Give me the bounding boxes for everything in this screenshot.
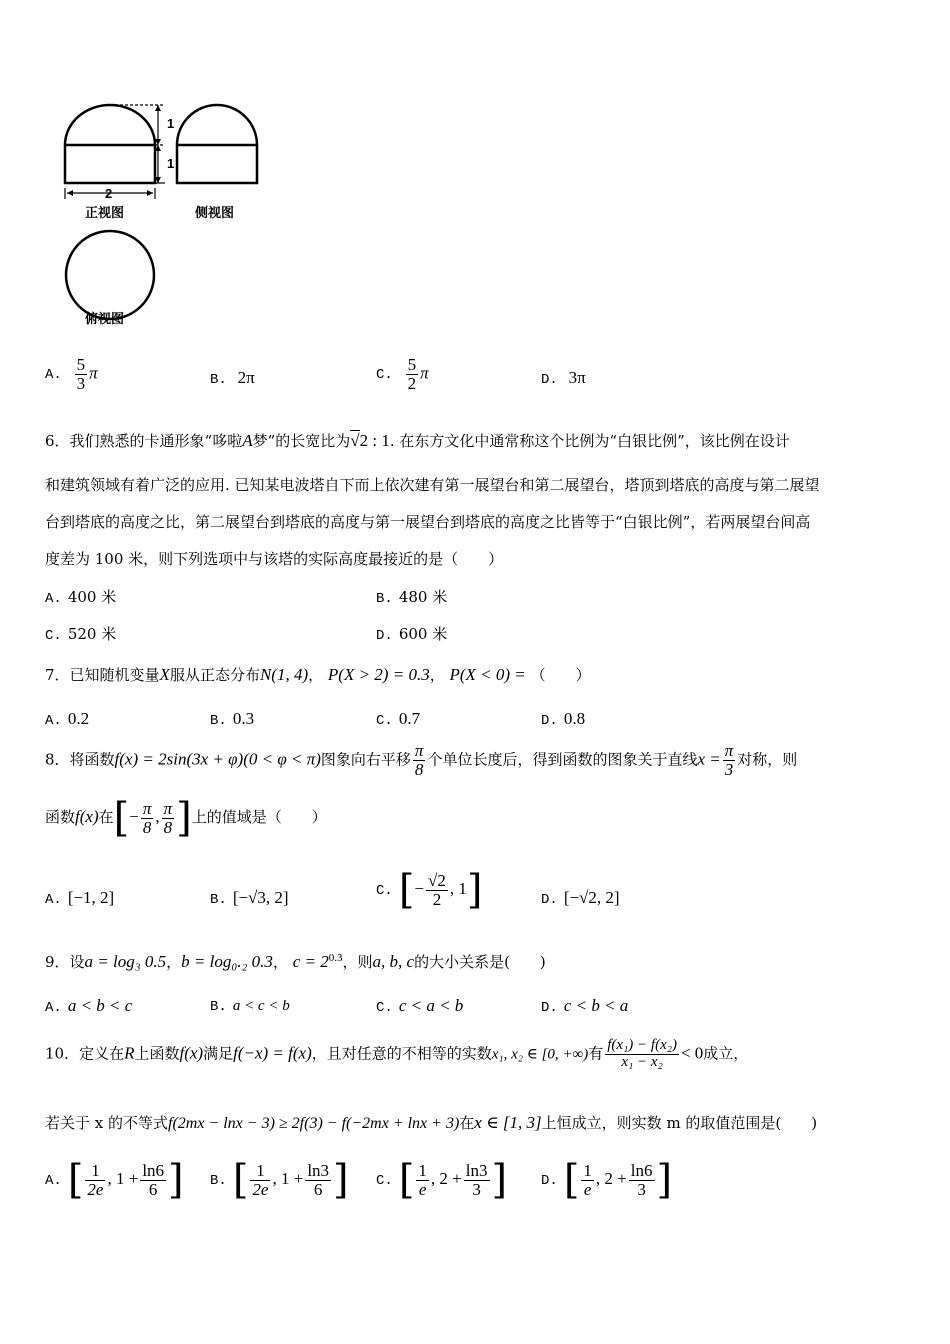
option-label: D. bbox=[541, 713, 558, 729]
top-view-drawing bbox=[66, 231, 154, 319]
option-value: 0.7 bbox=[398, 709, 421, 728]
q7-stem: 7．已知随机变量X服从正态分布N(1, 4)， P(X > 2) = 0.3， P(X < 0) = （ ） bbox=[45, 665, 591, 684]
q6-line-3: 台到塔底的高度之比，第二展望台到塔底的高度与第一展望台到塔底的高度之比皆等于“白银比例”，若两展望台间高 bbox=[45, 513, 811, 531]
q7-option-a[interactable] bbox=[45, 709, 89, 729]
option-value: 3π bbox=[568, 368, 586, 387]
q10-option-a[interactable]: A. [ $\frac{1}{2e}$ , 1 + $\frac{\ln 6}{6}$ ] bbox=[45, 1157, 184, 1203]
q8-option-c[interactable]: C. [− $\frac{√2}{2}$ , 1] bbox=[376, 867, 483, 913]
option-value: [−√3, 2] bbox=[232, 888, 289, 907]
option-label: D. bbox=[541, 1000, 558, 1016]
option-label: C. bbox=[45, 628, 62, 644]
q10-option-d[interactable]: D. [ $\frac{1}{e}$ , 2 + $\frac{\ln 6}{3}$ ] bbox=[541, 1157, 673, 1203]
q9-option-b[interactable] bbox=[210, 996, 290, 1015]
option-value: c < b < a bbox=[563, 996, 629, 1015]
option-label: A. bbox=[45, 591, 62, 607]
q8-option-a[interactable] bbox=[45, 888, 114, 908]
option-label: A. bbox=[45, 1000, 62, 1016]
q5-option-b[interactable] bbox=[210, 368, 255, 388]
option-label: A. bbox=[45, 367, 62, 384]
option-value: [−1, 2] bbox=[67, 888, 115, 907]
fraction: $\frac{\pi}{3}$ bbox=[724, 741, 734, 779]
q10-stem-line-2: 若关于 x 的不等式f(2mx − lnx − 3) ≥ 2f(3) − f(−2mx + lnx + 3)在x ∈ [1, 3]上恒成立，则实数 m 的取值范围是( ) bbox=[45, 1113, 818, 1132]
option-value: 0.2 bbox=[67, 709, 90, 728]
option-label: B. bbox=[210, 372, 227, 388]
fraction: $\frac{√2}{2}$ bbox=[428, 870, 446, 909]
dim-label-top: 1 bbox=[167, 116, 175, 131]
option-value: [−√2, 2] bbox=[563, 888, 620, 907]
q6-option-b[interactable] bbox=[376, 586, 447, 607]
top-view-caption: 俯视图 bbox=[85, 312, 125, 327]
q5-option-d[interactable] bbox=[541, 368, 586, 388]
option-value: 520 米 bbox=[67, 625, 117, 643]
option-value: 400 米 bbox=[67, 588, 117, 606]
q6-line-1: 6．我们熟悉的卡通形象“哆啦A梦”的长宽比为√2 : 1. 在东方文化中通常称这个比例为“白银比例”，该比例在设计 bbox=[45, 431, 790, 450]
fraction: $\frac{\text{f(x₁) − f(x₂)}}{\text{x₁ − x₂}}$ bbox=[607, 1037, 677, 1070]
option-value: 0.8 bbox=[563, 709, 586, 728]
q8-option-d[interactable] bbox=[541, 888, 620, 908]
option-label: B. bbox=[210, 999, 227, 1015]
option-label: D. bbox=[541, 892, 558, 908]
option-label: C. bbox=[376, 1173, 393, 1189]
q6-line-4: 度差为 100 米，则下列选项中与该塔的实际高度最接近的是（ ） bbox=[45, 550, 504, 568]
q6-option-d[interactable] bbox=[376, 623, 447, 644]
q6-line-2: 和建筑领域有着广泛的应用. 已知某电波塔自下而上依次建有第一展望台和第二展望台，塔顶到塔底的高度与第二展望 bbox=[45, 476, 820, 494]
q5-option-c[interactable]: C. $\frac{5}{2}$ π bbox=[376, 355, 429, 393]
fraction: $\frac{\pi}{8}$ bbox=[142, 798, 152, 837]
side-view-drawing bbox=[177, 105, 257, 183]
q6-option-c[interactable] bbox=[45, 623, 116, 644]
fraction: $\frac{\pi}{8}$ bbox=[414, 741, 424, 779]
option-label: D. bbox=[541, 1173, 558, 1189]
fraction: $\frac{5}{3}$ bbox=[76, 355, 86, 393]
option-label: C. bbox=[376, 1000, 393, 1016]
option-value: 600 米 bbox=[398, 625, 448, 643]
q10-option-b[interactable]: B. [ $\frac{1}{2e}$ , 1 + $\frac{\ln 3}{6}$ ] bbox=[210, 1157, 349, 1203]
front-view-drawing bbox=[65, 105, 155, 183]
option-label: C. bbox=[376, 713, 393, 729]
option-value: 2π bbox=[237, 368, 255, 387]
option-value: c < a < b bbox=[398, 996, 464, 1015]
option-label: C. bbox=[376, 367, 393, 384]
q8-option-b[interactable] bbox=[210, 888, 289, 908]
dim-label-width: 2 bbox=[105, 186, 113, 201]
q9-stem: 9．设a = log₃ 0.5，b = log₀.₂ 0.3， $c = 2^{0.3}$，则a, b, c的大小关系是( ) bbox=[45, 952, 546, 971]
option-label: A. bbox=[45, 892, 62, 908]
q7-option-d[interactable] bbox=[541, 709, 585, 729]
q7-option-c[interactable] bbox=[376, 709, 420, 729]
option-value: 0.3 bbox=[232, 709, 255, 728]
dim-label-bottom: 1 bbox=[167, 156, 175, 171]
q8-stem-line-2: 函数f(x)在[− $\frac{\pi}{8}$ , $\frac{\pi}{8}$ ]上的值域是（ ） bbox=[45, 795, 327, 841]
option-label: A. bbox=[45, 713, 62, 729]
q9-option-d[interactable] bbox=[541, 996, 628, 1016]
side-view-caption: 侧视图 bbox=[195, 206, 235, 221]
q9-option-a[interactable] bbox=[45, 996, 132, 1016]
q8-stem-line-1: 8．将函数f(x) = 2sin(3x + φ)(0 < φ < π)图象向右平移 $\frac{\pi}{8}$ 个单位长度后，得到函数的图象关于直线x = $\frac{\pi}{3}$ 对称，则 bbox=[45, 741, 798, 779]
q5-option-a[interactable]: A. $\frac{5}{3}$ π bbox=[45, 355, 98, 393]
option-label: B. bbox=[376, 591, 393, 607]
option-label: B. bbox=[210, 892, 227, 908]
q7-option-b[interactable] bbox=[210, 709, 254, 729]
q10-option-c[interactable]: C. [ $\frac{1}{e}$ , 2 + $\frac{\ln 3}{3}$ ] bbox=[376, 1157, 508, 1203]
q6-option-a[interactable] bbox=[45, 586, 116, 607]
option-label: A. bbox=[45, 1173, 62, 1189]
option-label: C. bbox=[376, 883, 393, 899]
option-value: a < b < c bbox=[67, 996, 133, 1015]
option-label: B. bbox=[210, 713, 227, 729]
q10-stem-line-1: 10．定义在R上函数f(x)满足f(−x) = f(x)，且对任意的不相等的实数x₁, x₂ ∈ [0, +∞)有 $\frac{\text{f(x₁) − f(x₂)}}{\text{x₁ − x₂}}$ < 0成立， bbox=[45, 1037, 749, 1070]
option-value: a < c < b bbox=[232, 998, 290, 1014]
option-value: 480 米 bbox=[398, 588, 448, 606]
three-view-figure bbox=[55, 95, 275, 335]
option-label: B. bbox=[210, 1173, 227, 1189]
front-view-caption: 正视图 bbox=[85, 206, 125, 221]
option-label: D. bbox=[376, 628, 393, 644]
fraction: $\frac{5}{2}$ bbox=[407, 355, 417, 393]
option-label: D. bbox=[541, 372, 558, 388]
q9-option-c[interactable] bbox=[376, 996, 463, 1016]
fraction: $\frac{\pi}{8}$ bbox=[163, 798, 173, 837]
